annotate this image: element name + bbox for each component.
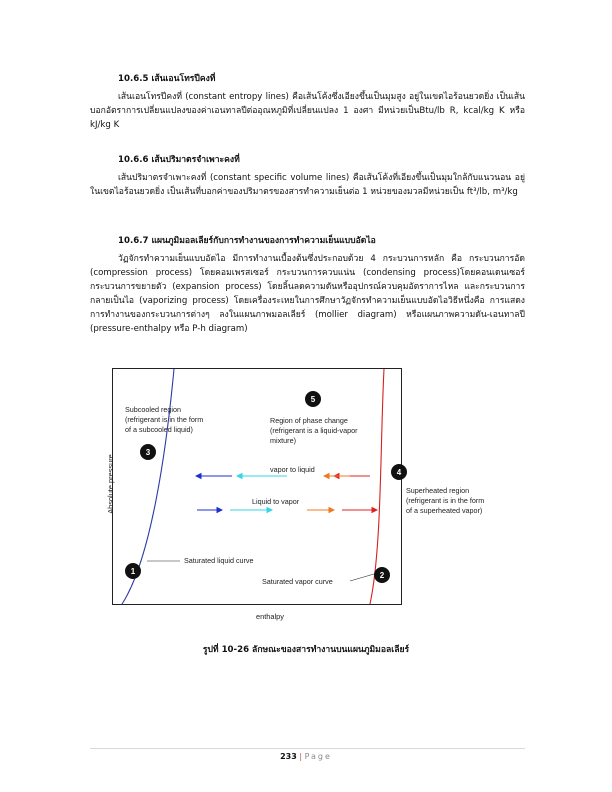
section-heading-10-6-5: 10.6.5 เส้นเอนโทรปีคงที่ bbox=[118, 74, 216, 84]
marker-2 bbox=[374, 567, 390, 583]
region-superheated-title: Superheated region bbox=[406, 486, 470, 495]
saturated-vapor-label: Saturated vapor curve bbox=[262, 577, 333, 586]
region-phase-change-line-2: (refrigerant is a liquid-vapor bbox=[270, 426, 358, 435]
figure-caption: รูปที่ 10-26 ลักษณะของสารทำงานบนแผนภูมิมอลเลียร์ bbox=[202, 645, 410, 655]
svg-text:3: 3 bbox=[145, 448, 151, 457]
region-superheated-line-3: of a superheated vapor) bbox=[406, 506, 483, 515]
mollier-diagram-figure bbox=[112, 368, 485, 605]
section-heading-10-6-7: 10.6.7 แผนภูมิมอลเลียร์กับการทำงานของการทำความเย็นแบบอัดไอ bbox=[118, 236, 376, 246]
marker-5 bbox=[305, 391, 321, 407]
saturated-liquid-label: Saturated liquid curve bbox=[184, 556, 254, 565]
section-paragraph-10-6-7: วัฏจักรทำความเย็นแบบอัดไอ มีการทำงานเบื้องต้นซึ่งประกอบด้วย 4 กระบวนการหลัก คือ กระบวนการอัด (compression process) โดยคอมเพรสเซอร์ กระบวนการควบแน่น (condensing process)โดยคอนเดนเซอร์ กระบวนการขยายตัว (expansion process) โดยลิ้นลดความดันหรืออุปกรณ์ควบคุมอัตราการไหล และกระบวนการกลายเป็นไอ (vaporizing process) โดยเครื่องระเหยในการศึกษาวัฏจักรทำความเย็นแบบอัดไอวิธีหนึ่งคือ การแสดงการทำงานของกระบวนการต่างๆ ลงในแผนภาพมอลเลียร์ (mollier diagram) หรือแผนภาพความดัน-เอนทาลปี (pressure-enthalpy หรือ P-h diagram) bbox=[90, 254, 525, 334]
svg-text:4: 4 bbox=[396, 468, 402, 477]
footer-separator: | bbox=[299, 752, 303, 761]
vapor-to-liquid-label: vapor to liquid bbox=[270, 465, 315, 474]
footer-divider bbox=[90, 748, 525, 749]
section-heading-10-6-6: 10.6.6 เส้นปริมาตรจำเพาะคงที่ bbox=[118, 155, 240, 165]
region-subcooled-title: Subcooled region bbox=[125, 405, 181, 414]
page-number: 233 bbox=[280, 752, 297, 761]
section-paragraph-10-6-5: เส้นเอนโทรปีคงที่ (constant entropy lines) คือเส้นโค้งซึ่งเอียงขึ้นเป็นมุมสูง อยู่ในเขตไอร้อนยวดยิ่ง เป็นเส้นบอกอัตราการเปลี่ยนแปลงของค่าเอนทาลปีต่ออุณหภูมิที่เปลี่ยนแปลง 1 องศา มีหน่วยเป็นBtu/lb R, kcal/kg K หรือ kJ/kg K bbox=[90, 92, 525, 130]
section-paragraph-10-6-6: เส้นปริมาตรจำเพาะคงที่ (constant specific volume lines) คือเส้นโค้งที่เอียงขึ้นเป็นมุมใกล้กับแนวนอน อยู่ในเขตไอร้อนยวดยิ่ง เป็นเส้นที่บอกค่าของปริมาตรของสารทำความเย็นต่อ 1 หน่วยของมวลมีหน่วยเป็น ft³/lb, m³/kg bbox=[90, 173, 525, 197]
footer-page-word: Page bbox=[304, 752, 332, 761]
y-axis-label: Absolute pressure bbox=[106, 454, 115, 514]
svg-text:5: 5 bbox=[310, 395, 316, 404]
marker-1 bbox=[125, 563, 141, 579]
marker-3 bbox=[140, 444, 156, 460]
svg-text:1: 1 bbox=[130, 567, 136, 576]
region-subcooled-line-3: of a subcooled liquid) bbox=[125, 425, 193, 434]
region-phase-change-line-3: mixture) bbox=[270, 436, 296, 445]
region-phase-change-title: Region of phase change bbox=[270, 416, 348, 425]
region-subcooled-line-2: (refrigerant is in the form bbox=[125, 415, 204, 424]
x-axis-label: enthalpy bbox=[256, 612, 284, 621]
region-superheated-line-2: (refrigerant is in the form bbox=[406, 496, 485, 505]
page-footer bbox=[0, 752, 612, 761]
liquid-to-vapor-label: Liquid to vapor bbox=[252, 497, 300, 506]
svg-text:2: 2 bbox=[379, 571, 385, 580]
plot-frame bbox=[113, 369, 402, 605]
marker-4 bbox=[391, 464, 407, 480]
